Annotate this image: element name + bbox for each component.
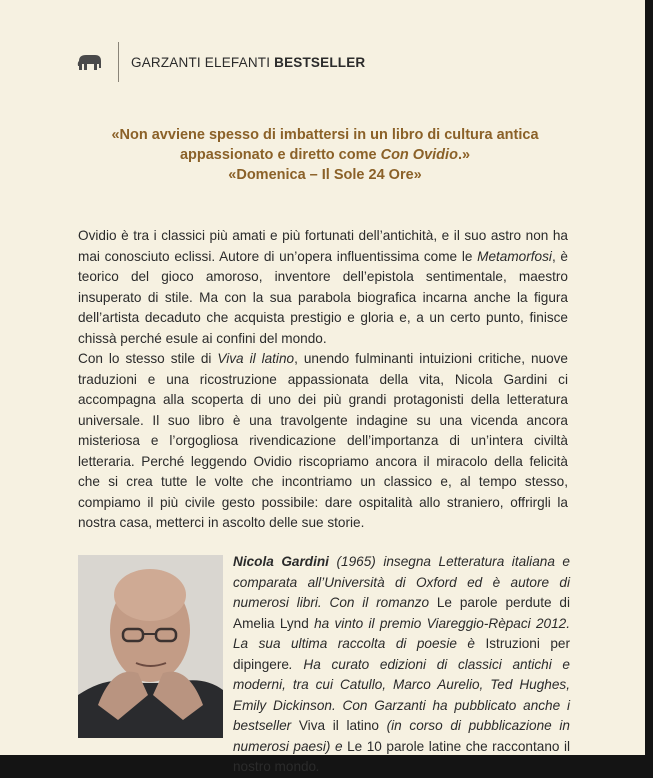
header-divider [118, 42, 119, 82]
author-photo [78, 555, 223, 738]
book-title-3: Viva il latino [298, 718, 379, 733]
series-title [131, 55, 365, 70]
press-quote [90, 125, 560, 185]
series-bold-label: BESTSELLER [274, 54, 366, 70]
series-label: GARZANTI ELEFANTI [131, 54, 271, 70]
elephant-logo-icon [76, 52, 104, 72]
blurb-paragraph-2: Con lo stesso stile di Viva il latino, unendo fulminanti intuizioni critiche, nuove traduzioni e una ricostruzione appassionata della vita, Nicola Gardini ci accompagna alla scoperta di uno dei più grandi protagonisti della letteratura universale. Il suo libro è una travolgente indagine su una vicenda ancora misteriosa e l’orgogliosa rivendicazione dell’importanza di un’intera civiltà letteraria. Perché leggendo Ovidio riscopriamo ancora il miracolo della felicità che si crea tutte le volte che incontriamo un classico e, al tempo stesso, compiamo il più civile gesto possibile: dare ospitalità allo straniero, offrirgli la nostra casa, metterci in ascolto delle sue storie. [78, 351, 568, 530]
book-title-1: Le parole perdute di Amelia Lynd [233, 595, 570, 631]
book-title-2: Istruzioni per dipingere [233, 636, 570, 672]
title-metamorfosi: Metamorfosi [477, 248, 552, 264]
series-header [76, 42, 365, 82]
author-bio: Nicola Gardini (1965) insegna Letteratura italiana e comparata all’Università di Oxford ed è autore di numerosi libri. Con il romanzo Le parole perdute di Amelia Lynd ha vinto il premio Viareggio-Rèpaci 2012. La sua ultima raccolta di poesie è Istruzioni per dipingere. Ha curato edizioni di classici antichi e moderni, tra cui Catullo, Marco Aurelio, Ted Hughes, Emily Dickinson. Con Garzanti ha pubblicato anche i bestseller Viva il latino (in corso di pubblicazione in numerosi paesi) e Le 10 parole latine che raccontano il nostro mondo. [233, 554, 571, 774]
book-title-4: Le 10 parole latine che raccontano il nostro mondo [233, 738, 571, 774]
quote-line-2: appassionato e diretto come Con Ovidio.» [179, 147, 471, 163]
quote-book-title: Con Ovidio [380, 147, 458, 163]
blurb-paragraph-1: Ovidio è tra i classici più amati e più fortunati dell’antichità, e il suo astro non ha mai conosciuto eclissi. Autore di un’opera influentissima come le Metamorfosi, è teorico del gioco amoroso, inventore dell’epistola sentimentale, maestro insuperato di stile. Ma con la sua parabola biografica incarna anche la figura dell’artista decaduto che acquista prestigio e gloria e, a un certo punto, finisce chissà perché esule ai confini del mondo. [78, 228, 568, 346]
author-name: Nicola Gardini [233, 554, 329, 569]
quote-line-1: «Non avviene spesso di imbattersi in un libro di cultura antica [111, 127, 539, 143]
blurb-text [78, 226, 568, 534]
title-viva-il-latino: Viva il latino [217, 351, 295, 366]
quote-source: «Domenica – Il Sole 24 Ore» [228, 167, 422, 183]
